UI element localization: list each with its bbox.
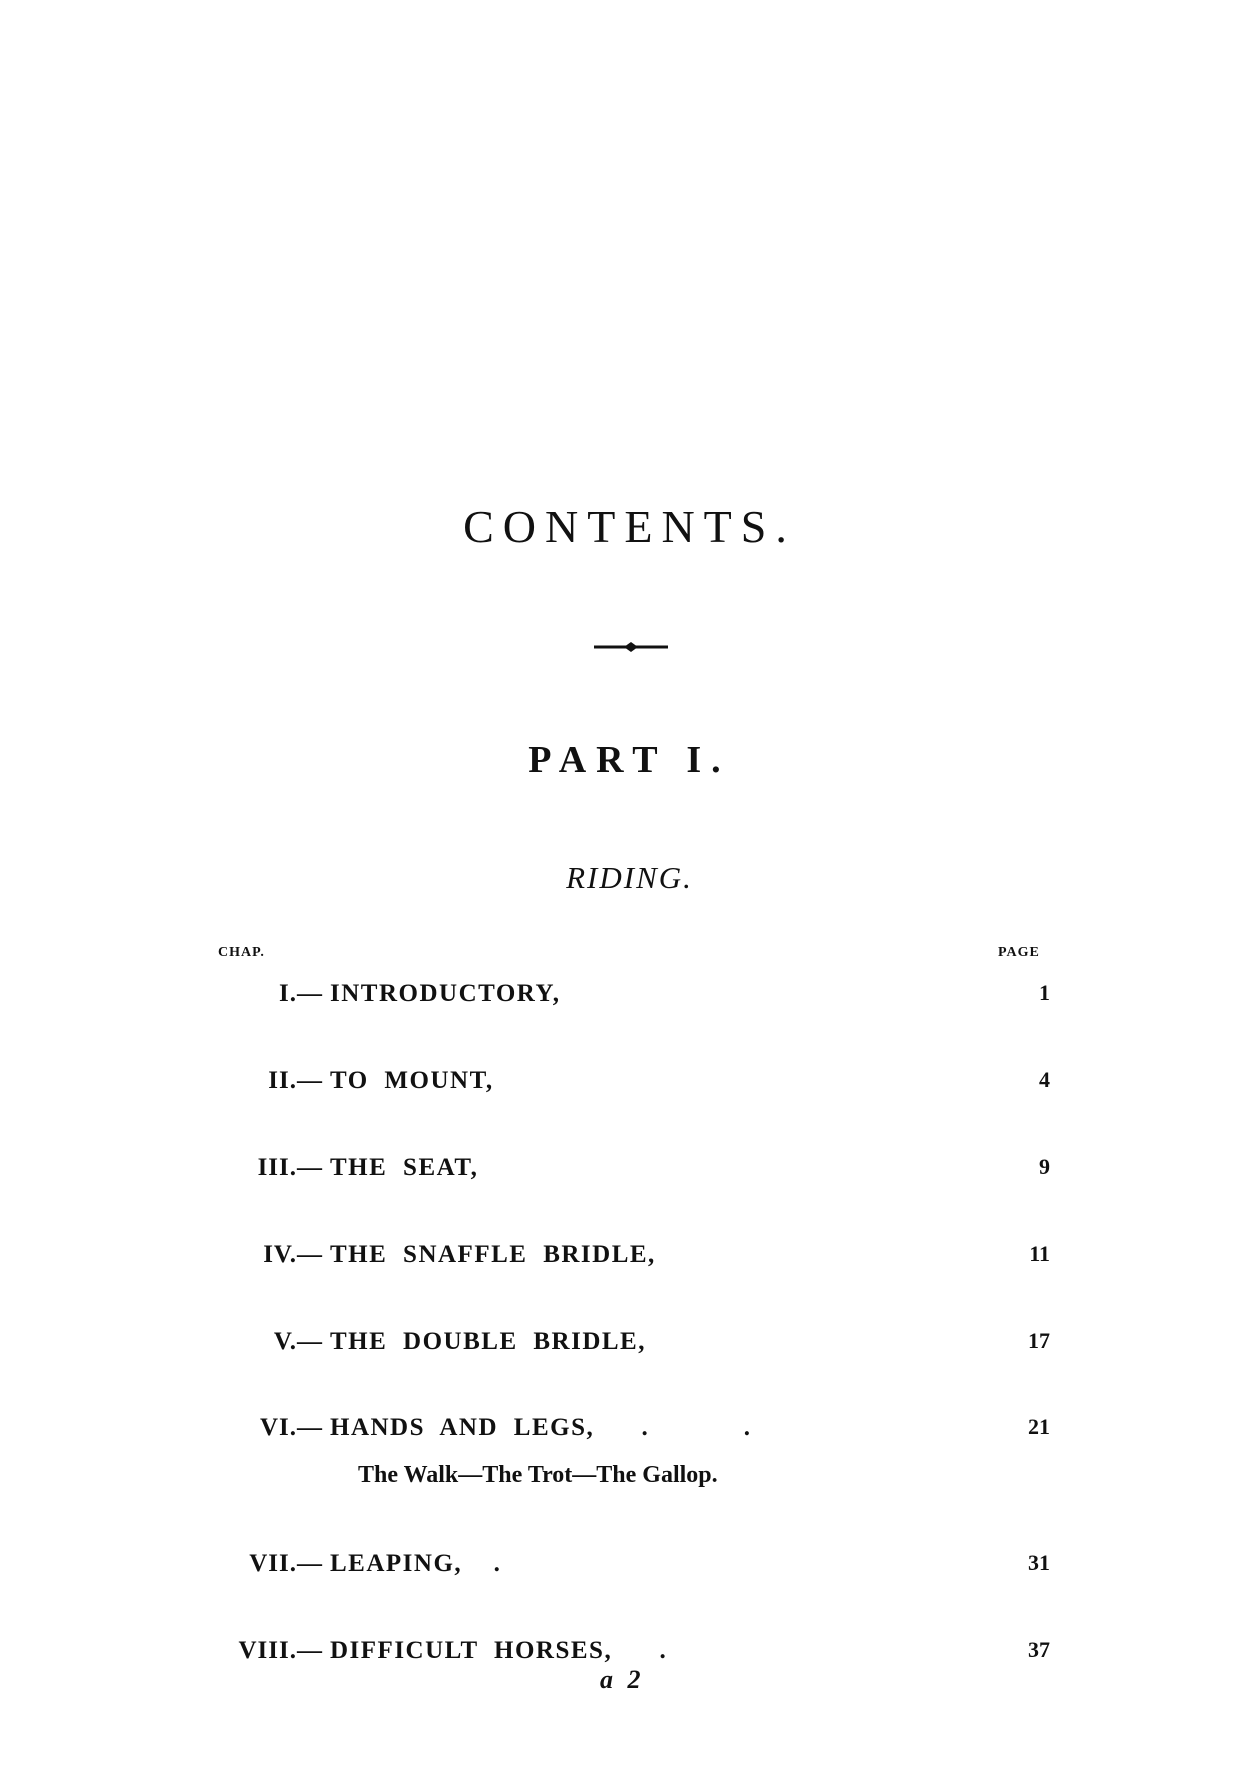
chapter-title: INTRODUCTORY, [330, 980, 561, 1007]
page-number: 11 [1029, 1241, 1050, 1266]
toc-entry[interactable] [200, 1550, 1050, 1590]
dash: — [297, 1067, 322, 1094]
section-heading: RIDING. [566, 860, 693, 895]
chap-column-header: CHAP. [218, 945, 265, 960]
toc-entry[interactable] [200, 1328, 1050, 1368]
chapter-subtopics: The Walk—The Trot—The Gallop. [358, 1462, 718, 1488]
chapter-title: LEAPING, . [330, 1550, 502, 1577]
toc-entry[interactable] [200, 1154, 1050, 1194]
page-number: 9 [1039, 1154, 1050, 1179]
chapter-number: V. [273, 1328, 297, 1355]
chapter-title: THE SNAFFLE BRIDLE, [330, 1241, 656, 1268]
dash: — [297, 1637, 322, 1664]
dash: — [297, 980, 322, 1007]
signature-mark: a 2 [600, 1665, 645, 1694]
chapter-number: VII. [249, 1550, 297, 1577]
page-number: 37 [1028, 1637, 1050, 1662]
chapter-number: IV. [263, 1241, 297, 1268]
toc-entry[interactable] [200, 1067, 1050, 1107]
page-number: 17 [1028, 1328, 1050, 1353]
page-number: 1 [1039, 980, 1050, 1005]
dash: — [297, 1414, 322, 1441]
chapter-title: THE SEAT, [330, 1154, 479, 1181]
chapter-number: VI. [259, 1414, 297, 1441]
dash: — [297, 1328, 322, 1355]
chapter-title: HANDS AND LEGS, . . [330, 1414, 752, 1441]
dash: — [297, 1550, 322, 1577]
chapter-number: II. [268, 1067, 297, 1094]
page-column-header: PAGE [998, 945, 1040, 960]
dash: — [297, 1154, 322, 1181]
page-number: 21 [1028, 1414, 1050, 1439]
chapter-title: DIFFICULT HORSES, . [330, 1637, 668, 1664]
toc-entry[interactable] [200, 1414, 1050, 1454]
chapter-number: III. [257, 1154, 297, 1181]
toc-entry[interactable] [200, 980, 1050, 1020]
chapter-number: I. [279, 980, 297, 1007]
toc-entry[interactable] [200, 1241, 1050, 1281]
page-title: CONTENTS. [463, 501, 796, 552]
part-heading: PART I. [528, 739, 731, 781]
page-number: 4 [1039, 1067, 1050, 1092]
dash: — [297, 1241, 322, 1268]
page-number: 31 [1028, 1550, 1050, 1575]
chapter-title: THE DOUBLE BRIDLE, [330, 1328, 646, 1355]
chapter-number: VIII. [238, 1637, 297, 1664]
chapter-title: TO MOUNT, [330, 1067, 494, 1094]
ornament-divider [594, 640, 668, 654]
